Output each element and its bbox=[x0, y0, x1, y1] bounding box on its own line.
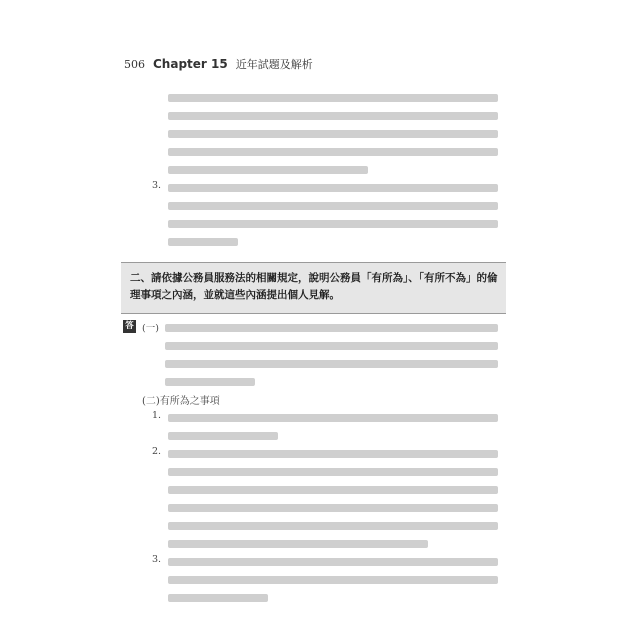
text-line bbox=[168, 238, 238, 246]
text-line bbox=[168, 94, 498, 102]
text-line bbox=[165, 378, 255, 386]
text-line bbox=[168, 148, 498, 156]
text-line bbox=[168, 220, 498, 228]
section-2-heading bbox=[142, 392, 220, 407]
chapter-label: Chapter 15 bbox=[153, 57, 228, 71]
text-line bbox=[168, 112, 498, 120]
text-line bbox=[168, 486, 498, 494]
section-marker: (一) bbox=[142, 323, 159, 334]
text-line bbox=[168, 184, 498, 192]
question-text: 二、請依據公務員服務法的相關規定，說明公務員「有所為」、「有所不為」的倫理事項之內涵，並就這些內涵提出個人見解。 bbox=[130, 272, 498, 301]
text-line bbox=[168, 576, 498, 584]
text-line bbox=[168, 504, 498, 512]
answer-badge: 答 bbox=[123, 320, 136, 333]
text-line bbox=[168, 594, 268, 602]
text-line bbox=[168, 432, 278, 440]
chapter-title: 近年試題及解析 bbox=[235, 58, 313, 71]
text-line bbox=[165, 360, 498, 368]
section-title: 有所為之事項 bbox=[159, 396, 220, 407]
text-line bbox=[168, 450, 498, 458]
text-line bbox=[168, 166, 368, 174]
page-number: 506 bbox=[124, 58, 145, 71]
sub-marker: 3. bbox=[152, 554, 162, 565]
text-line bbox=[168, 130, 498, 138]
section-marker: (二) bbox=[142, 396, 160, 407]
text-line bbox=[168, 558, 498, 566]
text-line bbox=[168, 414, 498, 422]
item-marker: 3. bbox=[152, 180, 162, 191]
sub-marker: 2. bbox=[152, 446, 162, 457]
text-line bbox=[165, 324, 498, 332]
text-line bbox=[168, 540, 428, 548]
sub-marker: 1. bbox=[152, 410, 162, 421]
text-line bbox=[168, 468, 498, 476]
text-line bbox=[168, 522, 498, 530]
page-header bbox=[124, 56, 313, 76]
text-line bbox=[165, 342, 498, 350]
text-line bbox=[168, 202, 498, 210]
